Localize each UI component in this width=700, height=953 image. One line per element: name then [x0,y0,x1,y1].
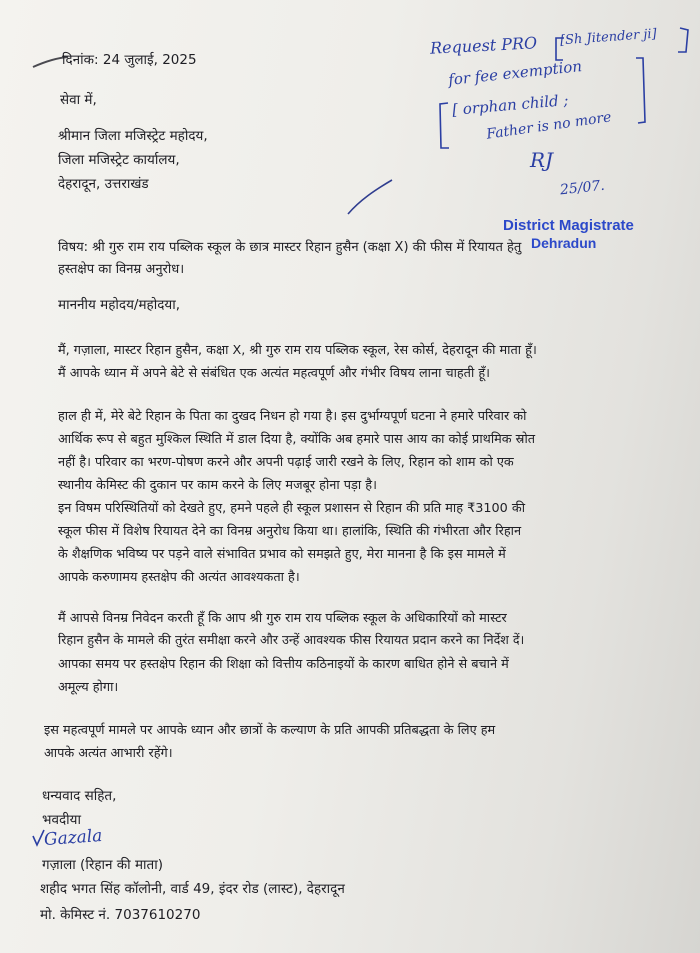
annotation-line: [ orphan child ; [451,90,570,120]
signature-tick [33,830,44,845]
bracket-mark [636,58,645,123]
subject-line: विषय: श्री गुरु राम राय पब्लिक स्कूल के छात्र मास्टर रिहान हुसैन (कक्षा X) की फीस में रियायत हेतु [58,240,522,255]
paragraph-line: मैं आपसे विनम्र निवेदन करती हूँ कि आप श्री गुरु राम राय पब्लिक स्कूल के अधिकारियों को मास्टर [58,611,507,626]
signature: Gazala [43,825,104,851]
paragraph-line: आर्थिक रूप से बहुत मुश्किल स्थिति में डाल दिया है, क्योंकि अब हमारे पास आय का कोई प्राथमिक स्रोत [58,432,536,447]
paragraph-line: इस महत्वपूर्ण मामले पर आपके ध्यान और छात्रों के कल्याण के प्रति आपकी प्रतिबद्धता के लिए हम [44,723,496,738]
paragraph-line: मैं आपके ध्यान में अपने बेटे से संबंधित एक अत्यंत महत्वपूर्ण और गंभीर विषय लाना चाहती हूँ। [58,366,491,381]
greeting: माननीय महोदय/महोदया, [58,297,180,313]
annotation-initials: RJ [530,148,554,172]
annotation-date: 25/07. [559,177,606,199]
stamp-line: Dehradun [531,235,597,251]
paragraph-line: आपके अत्यंत आभारी रहेंगे। [44,746,173,761]
paragraph-line: आपके करुणामय हस्तक्षेप की अत्यंत आवश्यकता है। [58,570,300,585]
bracket-mark [678,28,688,52]
paragraph-line: नहीं है। परिवार का भरण-पोषण करने और अपनी पढ़ाई जारी रखने के लिए, रिहान को शाम को एक [58,455,514,470]
sender-name: गज़ाला (रिहान की माता) [42,857,163,873]
annotation-line: Father is no more [485,109,613,143]
paragraph-line: अमूल्य होगा। [58,680,119,695]
paragraph-line: मैं, गज़ाला, मास्टर रिहान हुसैन, कक्षा X, श्री गुरु राम राय पब्लिक स्कूल, रेस कोर्स, देहरादून की माता हूँ। [58,343,537,358]
annotation-line: Request PRO [429,33,538,58]
paragraph-line: हाल ही में, मेरे बेटे रिहान के पिता का दुखद निधन हो गया है। इस दुर्भाग्यपूर्ण घटना ने हमारे परिवार को [58,409,527,424]
addressee-line: जिला मजिस्ट्रेट कार्यालय, [58,152,180,168]
pen-stroke [348,180,392,214]
bracket-mark [440,103,449,148]
paragraph-line: आपका समय पर हस्तक्षेप रिहान की शिक्षा को वित्तीय कठिनाइयों के कारण बाधित होने से बचाने में [58,657,509,672]
paragraph-line: स्कूल फीस में विशेष रियायत देने का विनम्र अनुरोध किया था। हालांकि, स्थिति की गंभीरता और रिहान [58,524,522,539]
paragraph-line: स्थानीय केमिस्ट की दुकान पर काम करने के लिए मजबूर होना पड़ा है। [58,478,377,493]
annotation-line: [Sh Jitender ji] [559,26,658,49]
closing-thanks: धन्यवाद सहित, [42,788,117,804]
addressee-line: श्रीमान जिला मजिस्ट्रेट महोदय, [58,128,208,144]
salutation-to: सेवा में, [60,92,97,108]
paragraph-line: रिहान हुसैन के मामले की तुरंत समीक्षा करने और उन्हें आवश्यक फीस रियायत प्रदान करने का निर्देश दें। [58,632,525,647]
stamp-line: District Magistrate [503,217,634,234]
paragraph-line: इन विषम परिस्थितियों को देखते हुए, हमने पहले ही स्कूल प्रशासन से रिहान की प्रति माह ₹3100 की [58,501,526,516]
annotation-line: for fee exemption [447,57,583,89]
sender-phone: मो. केमिस्ट नं. 7037610270 [40,907,201,923]
closing-yours: भवदीया [42,812,81,828]
letter-date: दिनांक: 24 जुलाई, 2025 [62,52,197,68]
subject-line: हस्तक्षेप का विनम्र अनुरोध। [58,262,185,277]
addressee-line: देहरादून, उत्तराखंड [58,176,149,192]
paragraph-line: के शैक्षणिक भविष्य पर पड़ने वाले संभावित प्रभाव को समझते हुए, मेरा मानना है कि इस मामले में [58,547,506,562]
sender-address: शहीद भगत सिंह कॉलोनी, वार्ड 49, इंदर रोड (लास्ट), देहरादून [40,881,345,897]
